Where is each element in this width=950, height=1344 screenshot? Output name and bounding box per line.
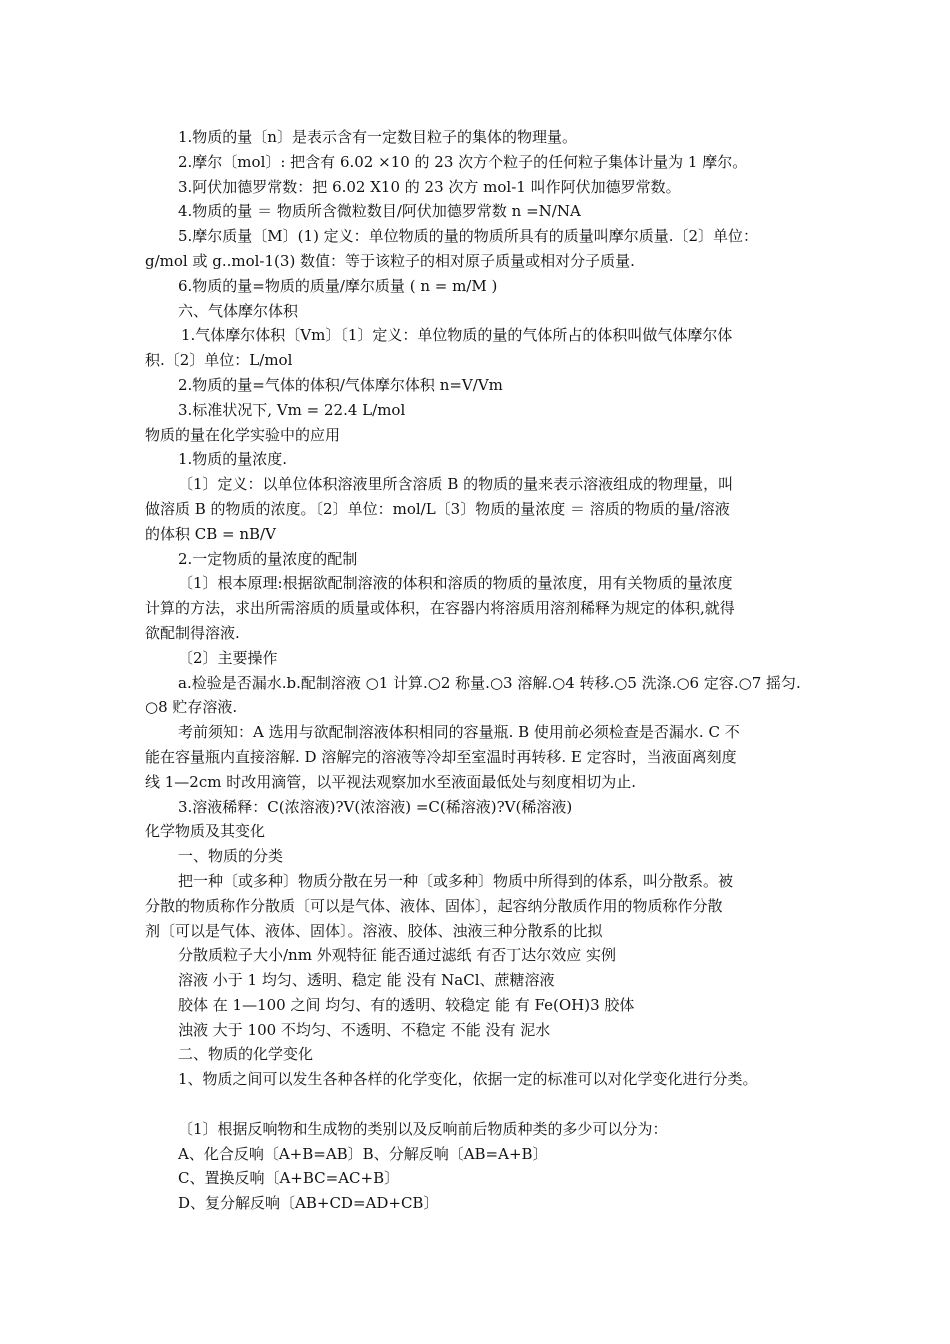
text-line: 把一种〔或多种〕物质分散在另一种〔或多种〕物质中所得到的体系，叫分散系。被	[178, 871, 734, 890]
section-heading: 一、物质的分类	[178, 847, 284, 866]
text-line: 2.摩尔〔mol〕: 把含有 6.02 ×10 的 23 次方个粒子的任何粒子集体计量为 1 摩尔。	[178, 152, 748, 171]
text-line: 3.阿伏加德罗常数：把 6.02 X10 的 23 次方 mol-1 叫作阿伏加德罗常数。	[178, 177, 681, 196]
table-header-line: 分散质粒子大小/nm 外观特征 能否通过滤纸 有否丁达尔效应 实例	[178, 946, 617, 965]
text-line: 〔1〕定义：以单位体积溶液里所含溶质 B 的物质的量来表示溶液组成的物理量，叫	[178, 475, 734, 494]
section-heading: 物质的量在化学实验中的应用	[145, 425, 341, 444]
text-line: 〔2〕主要操作	[178, 648, 278, 667]
text-line: 〔1〕根本原理:根据欲配制溶液的体积和溶质的物质的量浓度，用有关物质的量浓度	[178, 574, 733, 593]
text-line: 能在容量瓶内直接溶解. D 溶解完的溶液等冷却至室温时再转移. E 定容时，当液面离刻度	[145, 747, 737, 766]
text-line: 1.物质的量浓度.	[178, 450, 288, 469]
text-line: 剂〔可以是气体、液体、固体〕。溶液、胶体、浊液三种分散系的比拟	[145, 921, 603, 940]
text-line: 计算的方法，求出所需溶质的质量或体积，在容器内将溶质用溶剂稀释为规定的体积,就得	[145, 599, 735, 618]
text-line: g/mol 或 g..mol-1(3) 数值：等于该粒子的相对原子质量或相对分子质量.	[145, 251, 635, 270]
text-line: 线 1—2cm 时改用滴管，以平视法观察加水至液面最低处与刻度相切为止.	[145, 772, 637, 791]
text-line: 3.标准状况下, Vm = 22.4 L/mol	[178, 400, 406, 419]
table-row-line: 溶液 小于 1 均匀、透明、稳定 能 没有 NaCl、蔗糖溶液	[178, 971, 555, 990]
text-line: C、置换反响〔A+BC=AC+B〕	[178, 1169, 400, 1188]
section-heading: 六、气体摩尔体积	[178, 301, 299, 320]
text-line: a.检验是否漏水.b.配制溶液 ○1 计算.○2 称量.○3 溶解.○4 转移.○5 洗涤.○6 定容.○7 摇匀.	[178, 673, 801, 692]
text-line: 的体积 CB = nB/V	[145, 524, 276, 543]
text-line: 6.物质的量=物质的质量/摩尔质量 ( n = m/M )	[178, 276, 498, 295]
text-line: 1.气体摩尔体积〔Vm〕〔1〕定义：单位物质的量的气体所占的体积叫做气体摩尔体	[181, 326, 733, 345]
text-line: 3.溶液稀释：C(浓溶液)?V(浓溶液) =C(稀溶液)?V(稀溶液)	[178, 797, 573, 816]
text-line: A、化合反响〔A+B=AB〕B、分解反响〔AB=A+B〕	[178, 1144, 548, 1163]
text-line: 2.物质的量=气体的体积/气体摩尔体积 n=V/Vm	[178, 375, 503, 394]
text-line: 4.物质的量 ＝ 物质所含微粒数目/阿伏加德罗常数 n =N/NA	[178, 202, 581, 221]
text-line: 1、物质之间可以发生各种各样的化学变化，依据一定的标准可以对化学变化进行分类。	[178, 1070, 758, 1089]
section-heading: 化学物质及其变化	[145, 822, 266, 841]
table-row-line: 胶体 在 1—100 之间 均匀、有的透明、较稳定 能 有 Fe(OH)3 胶体	[178, 995, 635, 1014]
text-line: 1.物质的量〔n〕是表示含有一定数目粒子的集体的物理量。	[178, 128, 577, 146]
text-line: D、复分解反响〔AB+CD=AD+CB〕	[178, 1194, 439, 1213]
blank-line	[145, 1092, 825, 1117]
text-line: 做溶质 B 的物质的浓度。〔2〕单位：mol/L〔3〕物质的量浓度 ＝ 溶质的物质的量/溶液	[145, 499, 730, 518]
text-line: 2.一定物质的量浓度的配制	[178, 549, 358, 568]
text-line: 考前须知：A 选用与欲配制溶液体积相同的容量瓶. B 使用前必须检查是否漏水. C 不	[178, 723, 740, 742]
text-line: 5.摩尔质量〔M〕(1) 定义：单位物质的量的物质所具有的质量叫摩尔质量.〔2〕单位：	[178, 227, 759, 246]
text-line: 〔1〕根据反响物和生成物的类别以及反响前后物质种类的多少可以分为：	[178, 1119, 668, 1138]
text-line: 积.〔2〕单位：L/mol	[145, 351, 293, 370]
document-body	[145, 125, 825, 1216]
table-row-line: 浊液 大于 100 不均匀、不透明、不稳定 不能 没有 泥水	[178, 1020, 551, 1039]
section-heading: 二、物质的化学变化	[178, 1045, 314, 1064]
text-line: 欲配制得溶液.	[145, 623, 240, 642]
text-line: ○8 贮存溶液.	[145, 698, 238, 717]
text-line: 分散的物质称作分散质〔可以是气体、液体、固体〕，起容纳分散质作用的物质称作分散	[145, 896, 723, 915]
